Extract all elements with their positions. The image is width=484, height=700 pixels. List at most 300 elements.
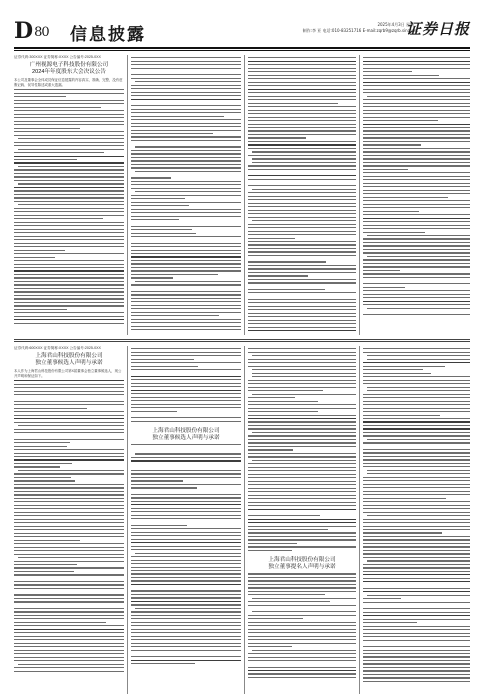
- text-line: [363, 225, 470, 226]
- text-line: [131, 549, 241, 550]
- text-line: [14, 197, 124, 198]
- text-line: [248, 653, 356, 654]
- text-line: [131, 109, 241, 110]
- text-line: [248, 196, 356, 197]
- text-line: [248, 299, 356, 300]
- upper-column-3: [248, 55, 356, 335]
- announcement-title: 独立董事提名人声明与承诺: [268, 564, 336, 571]
- text-line: [14, 533, 124, 534]
- text-line: [363, 383, 470, 384]
- text-line: [14, 391, 124, 392]
- text-line: [363, 677, 470, 678]
- announcement-note: 本人作为上海君山科技股份有限公司第X届董事会独立董事候选人，现公开声明和保证如下。: [14, 369, 122, 378]
- text-line: [14, 107, 101, 108]
- text-line: [363, 674, 470, 675]
- text-line: [14, 446, 67, 447]
- text-line: [135, 553, 241, 554]
- text-line: [248, 64, 356, 65]
- text-line: [131, 362, 241, 363]
- paragraph-gap: [14, 576, 124, 579]
- masthead-meta: [303, 22, 418, 34]
- text-line: [248, 584, 356, 585]
- text-line: [252, 369, 356, 370]
- text-line: [248, 657, 356, 658]
- text-line: [131, 594, 241, 595]
- text-line: [363, 498, 446, 499]
- text-line: [248, 380, 356, 381]
- announcement-body: [248, 57, 356, 331]
- text-line: [248, 99, 356, 100]
- text-line: [248, 536, 356, 537]
- text-line: [248, 203, 356, 204]
- text-line: [248, 488, 356, 489]
- text-line: [248, 449, 293, 450]
- text-line: [248, 522, 356, 523]
- text-line: [363, 232, 425, 233]
- text-line: [14, 515, 124, 516]
- upper-column-4: [363, 55, 470, 335]
- text-line: [14, 236, 124, 237]
- text-line: [14, 215, 124, 216]
- text-line: [363, 89, 470, 90]
- text-line: [363, 536, 470, 537]
- text-line: [14, 121, 124, 122]
- paragraph-gap: [248, 284, 356, 287]
- text-line: [363, 270, 400, 271]
- text-line: [131, 246, 241, 247]
- text-line: [363, 162, 470, 163]
- text-line: [14, 103, 124, 104]
- lower-column-1: [14, 346, 124, 694]
- text-line: [363, 263, 470, 264]
- text-line: [131, 480, 183, 481]
- paragraph-gap: [131, 412, 241, 415]
- text-line: [248, 519, 356, 520]
- text-line: [248, 529, 328, 530]
- text-line: [363, 176, 470, 177]
- text-line: [248, 251, 356, 252]
- text-line: [248, 82, 356, 83]
- text-line: [131, 393, 241, 394]
- announcement-header: [248, 557, 356, 571]
- text-line: [248, 68, 356, 69]
- text-line: [248, 618, 303, 619]
- text-line: [367, 359, 470, 360]
- text-line: [248, 359, 356, 360]
- text-line: [363, 415, 440, 416]
- text-line: [363, 113, 470, 114]
- paragraph-gap: [248, 180, 356, 183]
- text-line: [248, 632, 356, 633]
- text-line: [248, 134, 356, 135]
- text-line: [131, 615, 241, 616]
- text-line: [248, 227, 356, 228]
- page-number-digits: 80: [34, 25, 49, 40]
- text-line: [14, 159, 77, 160]
- text-line: [248, 484, 356, 485]
- text-line: [131, 511, 241, 512]
- text-line: [18, 183, 124, 184]
- text-line: [131, 88, 241, 89]
- text-line: [248, 383, 356, 384]
- text-line: [367, 595, 470, 596]
- text-line: [131, 308, 241, 309]
- page-number: [14, 18, 49, 44]
- text-line: [131, 301, 241, 302]
- text-line: [131, 243, 241, 244]
- text-line: [248, 323, 356, 324]
- paragraph-gap: [131, 172, 241, 175]
- text-line: [14, 302, 124, 303]
- text-line: [131, 92, 241, 93]
- text-line: [131, 209, 241, 210]
- text-line: [131, 639, 241, 640]
- text-line: [14, 615, 124, 616]
- text-line: [14, 581, 124, 582]
- text-line: [248, 467, 356, 468]
- text-line: [14, 632, 124, 633]
- text-line: [131, 383, 241, 384]
- text-line: [248, 78, 356, 79]
- text-line: [248, 401, 318, 402]
- text-line: [363, 78, 470, 79]
- text-line: [14, 411, 124, 412]
- text-line: [14, 667, 124, 668]
- text-line: [252, 611, 356, 612]
- announcement-body: [363, 57, 470, 315]
- text-line: [131, 366, 198, 367]
- text-line: [14, 660, 124, 661]
- text-line: [363, 543, 470, 544]
- text-line: [14, 498, 124, 499]
- text-line: [131, 546, 241, 547]
- text-line: [363, 401, 470, 402]
- text-line: [14, 401, 124, 402]
- text-line: [18, 138, 124, 139]
- text-line: [131, 359, 194, 360]
- text-line: [367, 560, 470, 561]
- text-line: [131, 355, 241, 356]
- text-line: [248, 580, 356, 581]
- text-line: [363, 242, 470, 243]
- text-line: [131, 501, 241, 502]
- announcement-company: 上海君山科技股份有限公司: [35, 353, 103, 359]
- text-line: [363, 653, 470, 654]
- text-line: [18, 557, 124, 558]
- text-line: [363, 211, 419, 212]
- text-line: [135, 281, 241, 282]
- text-line: [248, 670, 356, 671]
- text-line: [363, 57, 470, 58]
- text-line: [248, 289, 325, 290]
- text-line: [248, 526, 356, 527]
- text-line: [248, 275, 308, 276]
- text-line: [363, 494, 470, 495]
- text-line: [14, 646, 124, 647]
- text-line: [14, 180, 124, 181]
- text-line: [248, 117, 356, 118]
- text-line: [367, 470, 470, 471]
- text-line: [363, 656, 470, 657]
- text-line: [363, 207, 470, 208]
- text-line: [131, 95, 241, 96]
- text-line: [248, 155, 356, 156]
- text-line: [131, 61, 241, 62]
- text-line: [14, 636, 124, 637]
- text-line: [14, 643, 124, 644]
- announcement-header: [14, 55, 124, 87]
- paragraph-gap: [14, 433, 124, 436]
- text-line: [14, 529, 124, 530]
- text-line: [252, 432, 356, 433]
- paragraph-gap: [131, 489, 241, 492]
- text-line: [131, 150, 241, 151]
- text-line: [131, 267, 241, 268]
- text-line: [367, 355, 470, 356]
- text-line: [363, 137, 470, 138]
- text-line: [14, 505, 124, 506]
- text-line: [14, 135, 124, 136]
- text-line: [367, 439, 470, 440]
- text-line: [363, 287, 405, 288]
- text-line: [363, 466, 470, 467]
- text-line: [131, 160, 241, 161]
- text-line: [14, 491, 124, 492]
- text-line: [363, 266, 470, 267]
- paragraph-gap: [363, 582, 470, 585]
- text-line: [363, 99, 470, 100]
- text-line: [14, 264, 124, 265]
- text-line: [14, 418, 124, 419]
- text-line: [14, 218, 103, 219]
- text-line: [252, 376, 356, 377]
- text-line: [14, 459, 124, 460]
- text-line: [248, 587, 356, 588]
- text-line: [14, 96, 66, 97]
- text-line: [131, 629, 241, 630]
- text-line: [14, 671, 124, 672]
- text-line: [131, 153, 241, 154]
- text-line: [363, 574, 470, 575]
- text-line: [131, 590, 241, 591]
- text-line: [14, 93, 124, 94]
- text-line: [363, 591, 470, 592]
- text-line: [252, 220, 356, 221]
- text-line: [131, 457, 241, 458]
- text-line: [363, 519, 470, 520]
- text-line: [248, 439, 356, 440]
- text-line: [248, 234, 356, 235]
- text-line: [363, 124, 470, 125]
- text-line: [363, 155, 470, 156]
- text-line: [131, 525, 187, 526]
- text-line: [248, 316, 356, 317]
- text-line: [363, 158, 470, 159]
- text-line: [248, 539, 356, 540]
- text-line: [363, 432, 470, 433]
- text-line: [248, 352, 356, 353]
- text-line: [363, 151, 470, 152]
- text-line: [248, 268, 356, 269]
- text-line: [363, 526, 470, 527]
- text-line: [131, 85, 241, 86]
- text-line: [131, 556, 241, 557]
- text-line: [367, 235, 470, 236]
- text-line: [131, 205, 189, 206]
- text-line: [131, 250, 241, 251]
- text-line: [14, 190, 124, 191]
- text-line: [248, 515, 320, 516]
- text-line: [363, 245, 470, 246]
- paragraph-gap: [363, 309, 470, 312]
- text-line: [248, 137, 306, 138]
- text-line: [248, 248, 356, 249]
- text-line: [363, 477, 470, 478]
- text-line: [252, 355, 356, 356]
- text-line: [14, 124, 124, 125]
- text-line: [363, 165, 470, 166]
- date-line: 2025年4月3日 星期二: [377, 22, 418, 27]
- text-line: [363, 459, 470, 460]
- text-line: [131, 312, 241, 313]
- text-line: [131, 515, 241, 516]
- text-line: [131, 539, 241, 540]
- text-line: [363, 259, 470, 260]
- text-line: [131, 504, 241, 505]
- text-line: [363, 650, 470, 651]
- text-line: [363, 512, 470, 513]
- text-line: [131, 660, 241, 661]
- text-line: [131, 601, 241, 602]
- text-line: [14, 571, 74, 572]
- text-line: [248, 594, 325, 595]
- text-line: [131, 656, 241, 657]
- text-line: [131, 386, 241, 387]
- text-line: [14, 404, 124, 405]
- text-line: [14, 449, 124, 450]
- text-line: [248, 435, 356, 436]
- text-line: [248, 127, 356, 128]
- text-line: [131, 305, 241, 306]
- text-line: [363, 588, 470, 589]
- column-rule: [127, 346, 128, 694]
- text-line: [131, 560, 241, 561]
- text-line: [363, 106, 470, 107]
- text-line: [14, 522, 124, 523]
- text-line: [131, 74, 241, 75]
- text-line: [363, 64, 470, 65]
- text-line: [363, 539, 470, 540]
- text-line: [131, 573, 241, 574]
- text-line: [363, 301, 470, 302]
- text-line: [14, 246, 124, 247]
- text-line: [131, 597, 241, 598]
- text-line: [14, 309, 67, 310]
- paragraph-gap: [248, 256, 356, 259]
- text-line: [14, 453, 124, 454]
- text-line: [14, 463, 72, 464]
- text-line: [363, 61, 470, 62]
- text-line: [363, 557, 470, 558]
- text-line: [363, 619, 470, 620]
- text-line: [363, 179, 470, 180]
- text-line: [248, 210, 356, 211]
- text-line: [14, 415, 124, 416]
- text-line: [252, 373, 356, 374]
- text-line: [367, 256, 470, 257]
- text-line: [363, 134, 470, 135]
- text-line: [248, 491, 356, 492]
- text-line: [248, 495, 356, 496]
- text-line: [248, 408, 356, 409]
- announcement-body: [363, 348, 470, 682]
- text-line: [14, 494, 124, 495]
- text-line: [248, 192, 356, 193]
- text-line: [14, 114, 124, 115]
- text-line: [248, 265, 356, 266]
- text-line: [131, 298, 241, 299]
- text-line: [363, 252, 470, 253]
- text-line: [363, 249, 470, 250]
- text-line: [14, 145, 124, 146]
- text-line: [14, 519, 124, 520]
- text-line: [131, 390, 241, 391]
- text-line: [14, 564, 77, 565]
- text-line: [363, 598, 401, 599]
- paragraph-gap: [131, 448, 241, 451]
- text-line: [363, 117, 470, 118]
- text-line: [14, 387, 124, 388]
- text-line: [363, 452, 470, 453]
- text-line: [14, 456, 124, 457]
- text-line: [363, 667, 470, 668]
- text-line: [363, 491, 470, 492]
- text-line: [363, 214, 470, 215]
- text-line: [14, 429, 124, 430]
- upper-column-1: [14, 55, 124, 335]
- text-line: [131, 123, 241, 124]
- text-line: [363, 681, 470, 682]
- text-line: [248, 96, 356, 97]
- text-line: [131, 78, 241, 79]
- text-line: [252, 162, 356, 163]
- text-line: [14, 229, 124, 230]
- text-line: [248, 199, 356, 200]
- text-line: [14, 567, 124, 568]
- paragraph-gap: [131, 465, 241, 468]
- page-prefix: D: [14, 18, 33, 44]
- text-line: [363, 646, 470, 647]
- text-line: [252, 650, 356, 651]
- text-line: [131, 643, 241, 644]
- text-line: [248, 213, 356, 214]
- text-line: [363, 283, 470, 284]
- column-rule: [359, 346, 360, 694]
- text-line: [131, 188, 241, 189]
- text-line: [248, 387, 356, 388]
- text-line: [248, 106, 356, 107]
- text-line: [135, 453, 241, 454]
- text-line: [14, 281, 124, 282]
- text-line: [363, 228, 470, 229]
- upper-column-2: [131, 55, 241, 335]
- text-line: [131, 291, 241, 292]
- text-line: [363, 68, 470, 69]
- text-line: [14, 439, 124, 440]
- announcement-note: 本公司及董事会全体成员保证信息披露的内容真实、准确、完整，没有虚假记载、误导性陈述或重大遗漏。: [14, 78, 123, 87]
- text-line: [248, 543, 297, 544]
- section-title: 信息披露: [70, 25, 146, 45]
